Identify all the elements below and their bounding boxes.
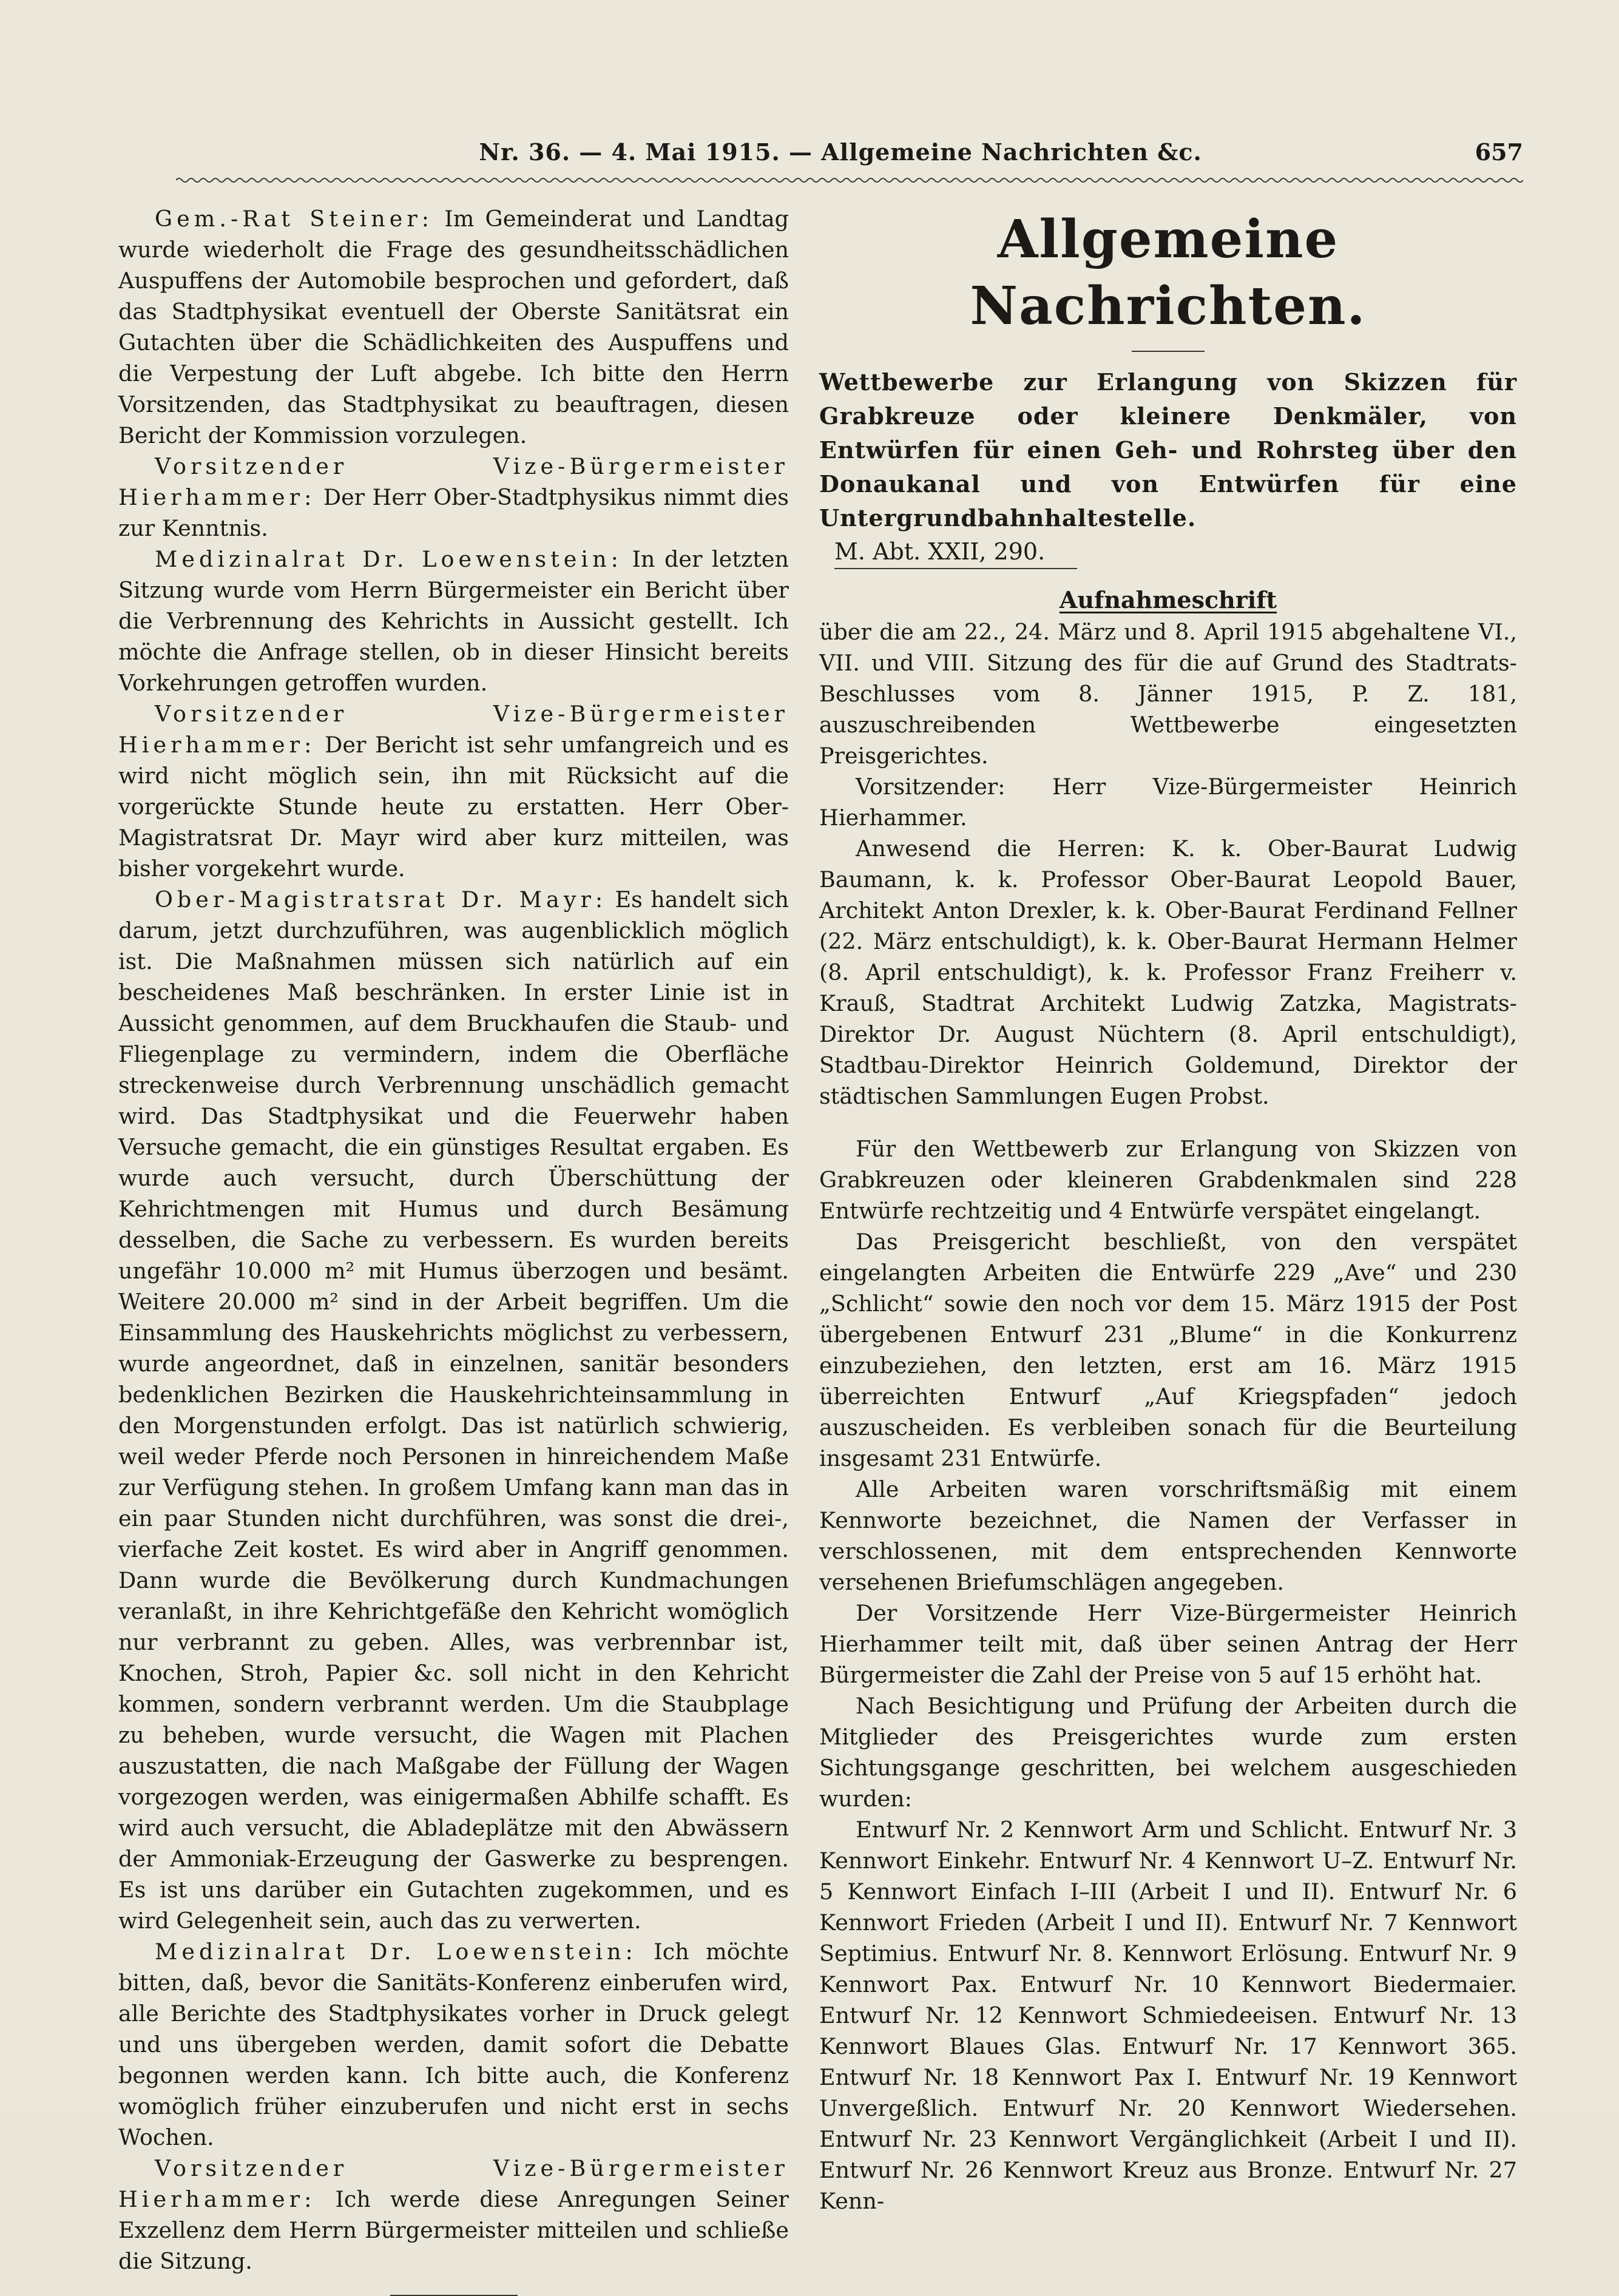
running-header	[158, 138, 1523, 175]
paragraph	[118, 544, 789, 698]
protocol-intro: über die am 22., 24. März und 8. April 1915 abgehaltene VI., VII. und VIII. Sitzung des für die auf Grund des Stadtrats-Beschlusses vom 8. Jänner 1915, P. Z. 181, auszuschreibenden Wettbewerbe eingesetzten Preisgerichtes.	[819, 619, 1517, 769]
reference-number: M. Abt. XXII, 290.	[834, 538, 1046, 565]
paragraph: Entwurf Nr. 2 Kennwort Arm und Schlicht. Entwurf Nr. 3 Kennwort Einkehr. Entwurf Nr. 4 Kennwort U–Z. Entwurf Nr. 5 Kennwort Einfach I–III (Arbeit I und II). Entwurf Nr. 6 Kennwort Frieden (Arbeit I und II). Entwurf Nr. 7 Kennwort Septimius. Entwurf Nr. 8. Kennwort Erlösung. Entwurf Nr. 9 Kennwort Pax. Entwurf Nr. 10 Kennwort Biedermaier. Entwurf Nr. 12 Kennwort Schmiedeeisen. Entwurf Nr. 13 Kennwort Blaues Glas. Entwurf Nr. 17 Kennwort 365. Entwurf Nr. 18 Kennwort Pax I. Entwurf Nr. 19 Kennwort Unvergeßlich. Entwurf Nr. 20 Kennwort Wiedersehen. Entwurf Nr. 23 Kennwort Vergänglichkeit (Arbeit I und II). Entwurf Nr. 26 Kennwort Kreuz aus Bronze. Entwurf Nr. 27 Kenn-	[819, 1817, 1517, 2214]
speaker-name: Gem.-Rat Steiner:	[155, 206, 434, 232]
paragraph: Der Vorsitzende Herr Vize-Bürgermeister Heinrich Hierhammer teilt mit, daß über seinen Antrag der Herr Bürgermeister die Zahl der Preise von 5 auf 15 erhöht hat.	[819, 1600, 1517, 1688]
paragraph-text: Der Bericht ist sehr umfangreich und es wird nicht möglich sein, ihn mit Rücksicht auf die vorgerückte Stunde heute zu erstatten. Herr Ober-Magistratsrat Dr. Mayr wird aber kurz mitteilen, was bisher vorgekehrt wurde.	[118, 732, 789, 882]
protocol-heading: Aufnahmeschrift	[1059, 586, 1277, 613]
speaker-name: Vorsitzender Vize-Bürgermeister Hierhammer:	[118, 701, 789, 758]
paragraph	[118, 203, 789, 451]
speaker-name: Ober-Magistratsrat Dr. Mayr:	[155, 886, 607, 913]
header-title: Nr. 36. — 4. Mai 1915. — Allgemeine Nachrichten &c.	[479, 138, 1202, 166]
section-title: Allgemeine Nachrichten.	[970, 209, 1367, 337]
header-wavy-rule	[176, 175, 1523, 186]
paragraph-text: In der letzten Sitzung wurde vom Herrn Bürgermeister ein Bericht über die Verbrennung des Kehrichts in Aussicht gestellt. Ich möchte die Anfrage stellen, ob in dieser Hinsicht bereits Vorkehrungen getroffen wurden.	[118, 546, 789, 696]
right-column	[819, 203, 1517, 2217]
section-subheading: Wettbewerbe zur Erlangung von Skizzen für Grabkreuze oder kleinere Denkmäler, von Entwürfen für einen Geh- und Rohrsteg über den Donaukanal und von Entwürfen für eine Untergrundbahnhaltestelle.	[819, 368, 1517, 532]
speaker-name: Vorsitzender Vize-Bürgermeister Hierhammer:	[118, 453, 789, 510]
paragraph-text: Im Gemeinderat und Landtag wurde wiederholt die Frage des gesundheitsschädlichen Auspuffens der Automobile besprochen und gefordert, daß das Stadtphysikat eventuell der Oberste Sanitätsrat ein Gutachten über die Schädlichkeiten des Auspuffens und die Verpestung der Luft abgebe. Ich bitte den Herrn Vorsitzenden, das Stadtphysikat zu beauftragen, diesen Bericht der Kommission vorzulegen.	[118, 206, 789, 448]
paragraph: Das Preisgericht beschließt, von den verspätet eingelangten Arbeiten die Entwürfe 229 „Ave“ und 230 „Schlicht“ sowie den noch vor dem 15. März 1915 der Post übergebenen Entwurf 231 „Blume“ in die Konkurrenz einzubeziehen, den letzten, erst am 16. März 1915 überreichten Entwurf „Auf Kriegspfaden“ jedoch auszuscheiden. Es verbleiben sonach für die Beurteilung insgesamt 231 Entwürfe.	[819, 1229, 1517, 1471]
speaker-name: Medizinalrat Dr. Loewenstein:	[155, 546, 623, 572]
paragraph: Alle Arbeiten waren vorschriftsmäßig mit einem Kennworte bezeichnet, die Namen der Verfasser in verschlossenen, mit dem entsprechenden Kennworte versehenen Briefumschlägen angegeben.	[819, 1476, 1517, 1595]
paragraph-text: Es handelt sich darum, jetzt durchzuführen, was augenblicklich möglich ist. Die Maßnahmen müssen sich natürlich auf ein bescheidenes Maß beschränken. In erster Linie ist in Aussicht genommen, auf dem Bruckhaufen die Staub- und Fliegenplage zu vermindern, indem die Oberfläche streckenweise durch Verbrennung unschädlich gemacht wird. Das Stadtphysikat und die Feuerwehr haben Versuche gemacht, die ein günstiges Resultat ergaben. Es wurde auch versucht, durch Überschüttung der Kehrichtmengen mit Humus und durch Besämung desselben, die Sache zu verbessern. Es wurden bereits ungefähr 10.000 m² mit Humus überzogen und besämt. Weitere 20.000 m² sind in der Arbeit begriffen. Um die Einsammlung des Hauskehrichts möglichst zu verbessern, wurde angeordnet, daß in einzelnen, sanitär besonders bedenklichen Bezirken die Hauskehrichteinsammlung in den Morgenstunden erfolgt. Das ist natürlich schwierig, weil weder Pferde noch Personen in hinreichendem Maße zur Verfügung stehen. In großem Umfang kann man das in ein paar Stunden nicht durchführen, was sonst die drei-, vierfache Zeit kostet. Es wird aber in Angriff genommen. Dann wurde die Bevölkerung durch Kundmachungen veranlaßt, in ihre Kehrichtgefäße den Kehricht womöglich nur verbrannt zu geben. Alles, was verbrennbar ist, Knochen, Stroh, Papier &c. soll nicht in den Kehricht kommen, sondern verbrannt werden. Um die Staubplage zu beheben, wurde versucht, die Wagen mit Plachen auszustatten, die nach Maßgabe der Füllung der Wagen vorgezogen werden, was einigermaßen Abhilfe schafft. Es wird auch versucht, die Abladeplätze mit den Abwässern der Ammoniak-Erzeugung der Gaswerke zu besprengen. Es ist uns darüber ein Gutachten zugekommen, und es wird Gelegenheit sein, auch das zu verwerten.	[118, 886, 789, 1934]
paragraph-text: Ich möchte bitten, daß, bevor die Sanitäts-Konferenz einberufen wird, alle Berichte des Stadtphysikates vorher in Druck gelegt und uns übergeben werden, damit sofort die Debatte begonnen werden kann. Ich bitte auch, die Konferenz womöglich früher einzuberufen und nicht erst in sechs Wochen.	[118, 1939, 789, 2150]
paragraph-text: Der Herr Ober-Stadtphysikus nimmt dies zur Kenntnis.	[118, 484, 789, 541]
speaker-name: Medizinalrat Dr. Loewenstein:	[155, 1939, 637, 1965]
reference-rule	[834, 568, 1077, 569]
left-column	[118, 203, 789, 2296]
chair-paragraph: Vorsitzender: Herr Vize-Bürgermeister Heinrich Hierhammer.	[819, 774, 1517, 831]
paragraph	[118, 2153, 789, 2277]
paragraph	[118, 884, 789, 1936]
paragraph	[118, 1936, 789, 2153]
page-number: 657	[1475, 138, 1523, 166]
paragraph	[118, 451, 789, 544]
spacer	[819, 1112, 1517, 1133]
speaker-name: Vorsitzender Vize-Bürgermeister Hierhammer:	[118, 2155, 789, 2212]
paragraph: Nach Besichtigung und Prüfung der Arbeiten durch die Mitglieder des Preisgerichtes wurde zum ersten Sichtungsgange geschritten, bei welchem ausgeschieden wurden:	[819, 1693, 1517, 1812]
paragraph: Für den Wettbewerb zur Erlangung von Skizzen von Grabkreuzen oder kleineren Grabdenkmalen sind 228 Entwürfe rechtzeitig und 4 Entwürfe verspätet eingelangt.	[819, 1136, 1517, 1224]
present-paragraph: Anwesend die Herren: K. k. Ober-Baurat Ludwig Baumann, k. k. Professor Ober-Baurat Leopold Bauer, Architekt Anton Drexler, k. k. Ober-Baurat Ferdinand Fellner (22. März entschuldigt), k. k. Ober-Baurat Hermann Helmer (8. April entschuldigt), k. k. Professor Franz Freiherr v. Krauß, Stadtrat Architekt Ludwig Zatzka, Magistrats-Direktor Dr. August Nüchtern (8. April entschuldigt), Stadtbau-Direktor Heinrich Goldemund, Direktor der städtischen Sammlungen Eugen Probst.	[819, 836, 1517, 1109]
paragraph-text: Ich werde diese Anregungen Seiner Exzellenz dem Herrn Bürgermeister mitteilen und schließe die Sitzung.	[118, 2186, 789, 2274]
paragraph	[118, 698, 789, 884]
title-rule	[1132, 351, 1205, 352]
